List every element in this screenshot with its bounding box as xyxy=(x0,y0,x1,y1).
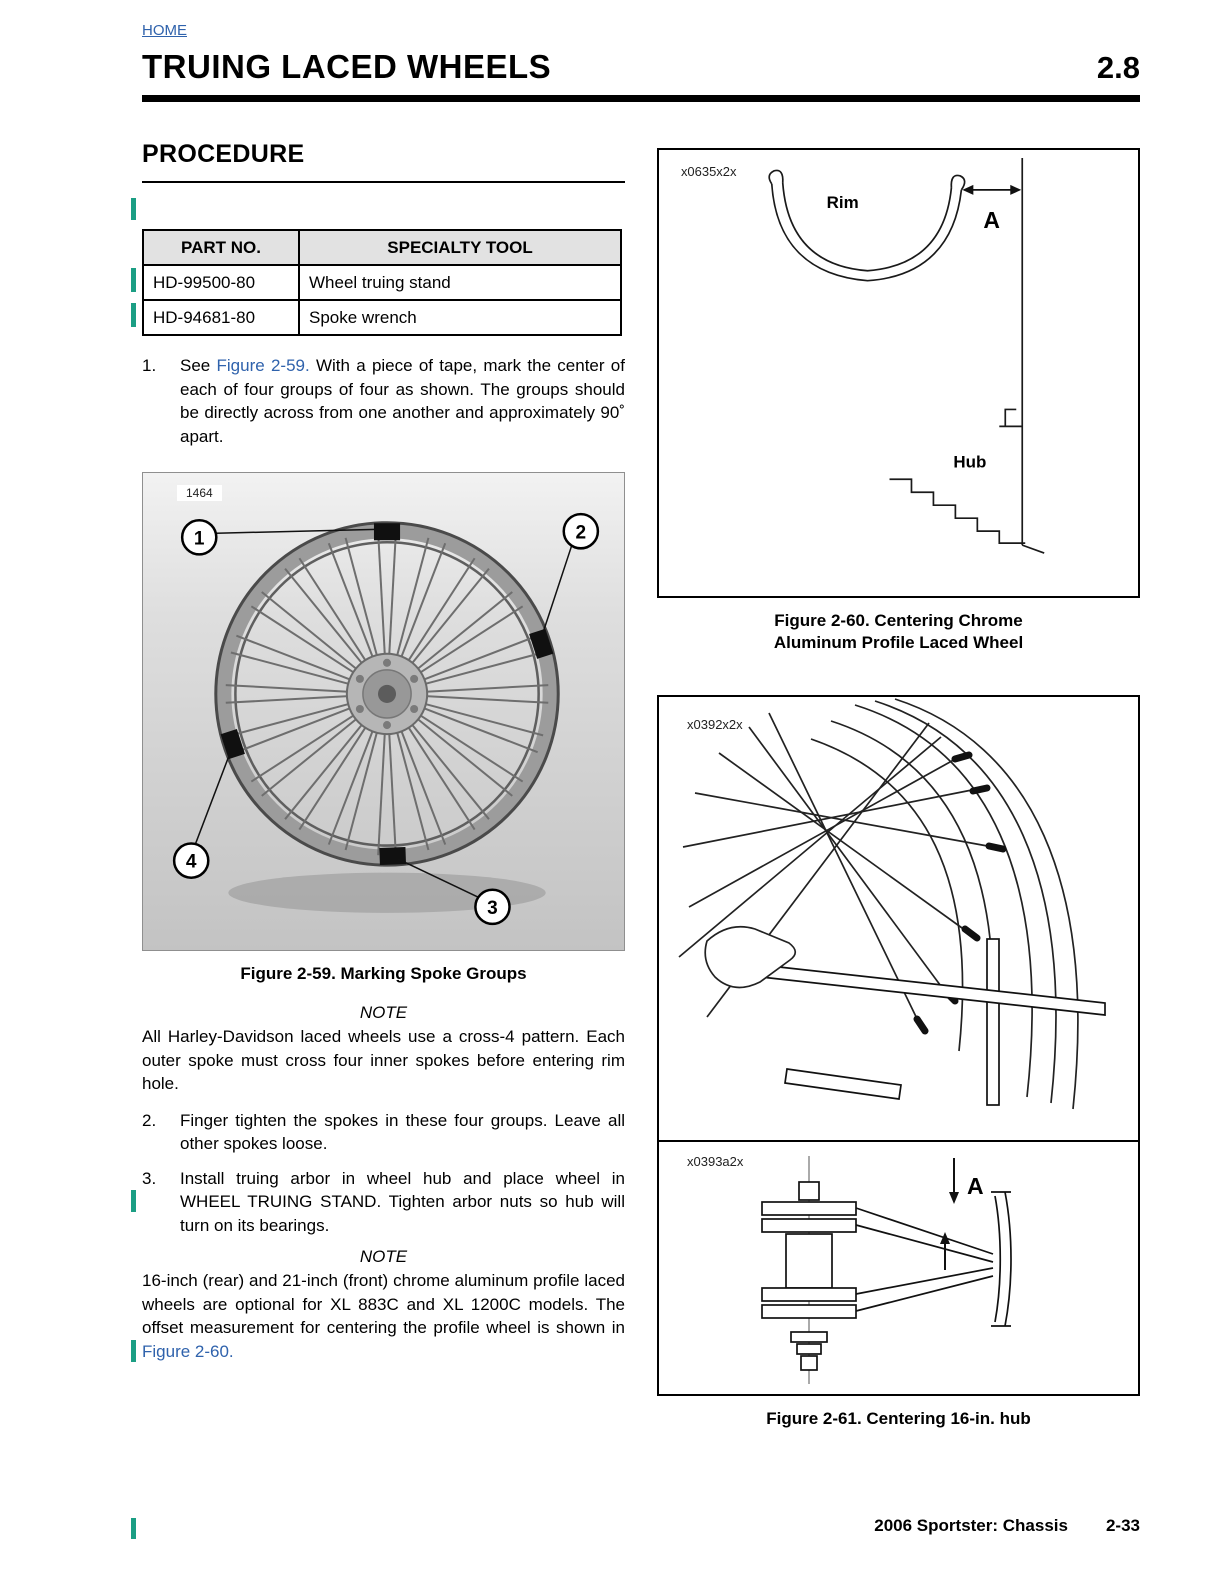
note-2-text: 16-inch (rear) and 21-inch (front) chrome aluminum profile laced wheels are optional for XL 883C and XL 1200C models. The offset measurement for centering the profile wheel is shown in Figure 2-60. xyxy=(142,1271,625,1361)
callout-1: 1 xyxy=(193,528,205,550)
page-title: TRUING LACED WHEELS xyxy=(142,48,552,85)
tool-cell: Wheel truing stand xyxy=(299,265,621,300)
step-1 xyxy=(142,354,625,448)
figure-2-59-photo xyxy=(142,472,625,951)
note-label: NOTE xyxy=(359,1247,408,1266)
table-row xyxy=(143,265,621,300)
hub-centering-drawing xyxy=(659,1142,1138,1394)
laced-wheel-photo-drawing xyxy=(143,473,624,950)
section-number: 2.8 xyxy=(1096,50,1140,85)
home-link[interactable]: HOME xyxy=(142,22,187,39)
specialty-tool-table xyxy=(142,229,622,336)
hub-label: Hub xyxy=(953,452,987,472)
figure-2-61-upper-panel xyxy=(659,697,1138,1140)
step-2 xyxy=(142,1109,625,1156)
callout-4: 4 xyxy=(185,851,197,873)
callout-3: 3 xyxy=(487,897,498,919)
table-header-row xyxy=(143,230,621,265)
dimension-a-label: A xyxy=(967,1173,984,1199)
step-3-number: 3. xyxy=(142,1168,157,1188)
photo-id-label: 1464 xyxy=(177,485,222,501)
change-bar xyxy=(131,198,136,220)
rim-label: Rim xyxy=(826,192,859,212)
table-row xyxy=(143,300,621,335)
left-column xyxy=(142,140,625,1363)
figure-2-59-caption: Figure 2-59. Marking Spoke Groups xyxy=(240,964,527,983)
dimension-a-label: A xyxy=(983,206,1000,233)
figure-2-60-box xyxy=(657,148,1140,598)
note-1-text: All Harley-Davidson laced wheels use a cross-4 pattern. Each outer spoke must cross four inner spokes before entering rim hole. xyxy=(142,1027,625,1093)
change-bar xyxy=(131,268,136,292)
title-rule xyxy=(142,95,1140,102)
rim-centering-drawing xyxy=(659,150,1138,596)
figure-2-61-top-code: x0392x2x xyxy=(687,717,743,732)
title-bar xyxy=(142,48,1140,86)
change-bar xyxy=(131,303,136,327)
callout-2: 2 xyxy=(575,522,587,544)
change-bar xyxy=(131,1518,136,1539)
procedure-rule xyxy=(142,181,625,183)
figure-2-61-box xyxy=(657,695,1140,1396)
step-1-number: 1. xyxy=(142,356,157,375)
step-2-text: Finger tighten the spokes in these four groups. Leave all other spokes loose. xyxy=(180,1110,625,1153)
figure-2-60-code: x0635x2x xyxy=(680,163,737,179)
col-header-specialty-tool: SPECIALTY TOOL xyxy=(299,230,621,265)
col-header-part-no: PART NO. xyxy=(143,230,299,265)
step-3 xyxy=(142,1167,625,1238)
spoke-tightening-drawing xyxy=(659,697,1138,1140)
footer-chapter: 2006 Sportster: Chassis xyxy=(874,1516,1068,1535)
step-3-text: Install truing arbor in wheel hub and place wheel in WHEEL TRUING STAND. Tighten arbor nuts so hub will turn on its bearings. xyxy=(180,1168,625,1235)
figure-2-61-lower-panel xyxy=(659,1142,1138,1394)
figure-2-61-caption: Figure 2-61. Centering 16-in. hub xyxy=(766,1409,1031,1428)
step-2-number: 2. xyxy=(142,1110,157,1130)
part-no-cell: HD-94681-80 xyxy=(143,300,299,335)
figure-2-59-link[interactable]: Figure 2-59. xyxy=(216,356,310,375)
page-footer xyxy=(142,1516,1140,1536)
figure-2-60-caption: Figure 2-60. Centering Chrome Aluminum Profile Laced Wheel xyxy=(773,611,1024,652)
change-bar xyxy=(131,1190,136,1212)
procedure-heading: PROCEDURE xyxy=(142,140,305,168)
figure-2-60-link[interactable]: Figure 2-60. xyxy=(142,1341,234,1361)
tool-cell: Spoke wrench xyxy=(299,300,621,335)
step-1-text: See Figure 2-59. With a piece of tape, mark the center of each of four groups of four as shown. The groups should be directly across from one another and approximately 90˚ apart. xyxy=(180,356,625,446)
part-no-cell: HD-99500-80 xyxy=(143,265,299,300)
footer-page-number: 2-33 xyxy=(1105,1516,1140,1535)
note-label: NOTE xyxy=(359,1003,408,1022)
right-column xyxy=(657,148,1140,1430)
change-bar xyxy=(131,1340,136,1362)
figure-2-61-bottom-code: x0393a2x xyxy=(687,1154,744,1169)
